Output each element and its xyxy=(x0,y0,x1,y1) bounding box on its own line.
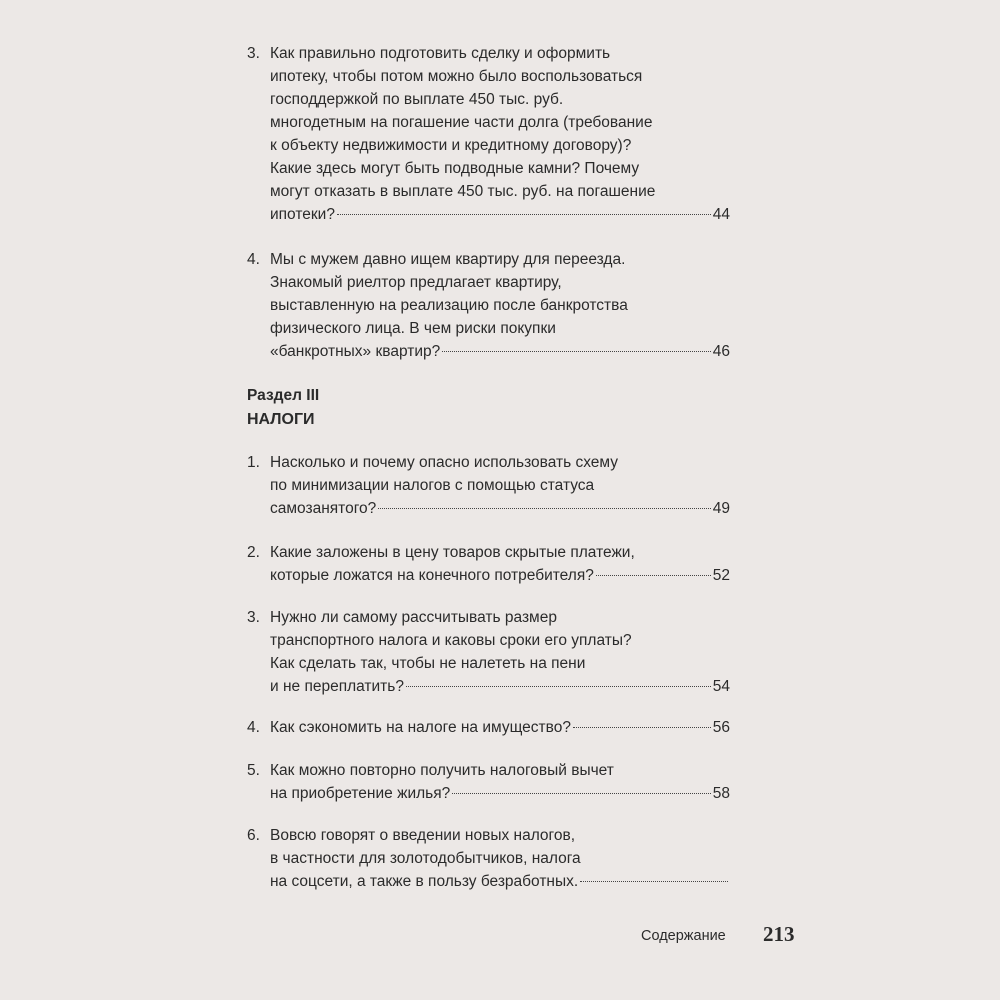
page-reference: 49 xyxy=(712,500,730,517)
entry-line: ипотеки? xyxy=(270,206,335,223)
entry-last-line xyxy=(270,782,730,805)
entry-number: 4. xyxy=(247,251,260,268)
entry-number: 5. xyxy=(247,762,260,779)
dot-leader xyxy=(573,727,711,728)
entry-last-line xyxy=(270,564,730,587)
page-reference: 56 xyxy=(712,719,730,736)
page-reference: 52 xyxy=(712,567,730,584)
entry-line: на соцсети, а также в пользу безработных. xyxy=(270,873,579,890)
entry-number: 2. xyxy=(247,544,260,561)
section-title: НАЛОГИ xyxy=(247,411,315,428)
entry-text xyxy=(270,759,730,805)
entry-line: господдержкой по выплате 450 тыс. руб. xyxy=(270,91,564,108)
entry-line: Как правильно подготовить сделку и оформить xyxy=(270,45,611,62)
entry-line: транспортного налога и каковы сроки его уплаты? xyxy=(270,632,632,649)
dot-leader xyxy=(596,575,711,576)
toc-entry xyxy=(247,42,730,226)
entry-last-line xyxy=(270,716,730,739)
entry-line: Нужно ли самому рассчитывать размер xyxy=(270,609,557,626)
dot-leader xyxy=(337,214,711,215)
entry-line: Вовсю говорят о введении новых налогов, xyxy=(270,827,576,844)
page-reference: 58 xyxy=(712,785,730,802)
entry-text xyxy=(270,42,730,226)
page-reference: 44 xyxy=(712,206,730,223)
entry-last-line xyxy=(270,870,730,893)
entry-text xyxy=(270,451,730,520)
entry-line: ипотеку, чтобы потом можно было воспользоваться xyxy=(270,68,643,85)
dot-leader xyxy=(452,793,711,794)
toc-entry xyxy=(247,824,730,893)
entry-line: в частности для золотодобытчиков, налога xyxy=(270,850,581,867)
entry-line: Как можно повторно получить налоговый вычет xyxy=(270,762,614,779)
entry-line: Как сэкономить на налоге на имущество? xyxy=(270,719,571,736)
entry-text xyxy=(270,606,730,698)
entry-line: которые ложатся на конечного потребителя? xyxy=(270,567,594,584)
entry-line: по минимизации налогов с помощью статуса xyxy=(270,477,595,494)
entry-line: Знакомый риелтор предлагает квартиру, xyxy=(270,274,562,291)
entry-number: 6. xyxy=(247,827,260,844)
entry-text xyxy=(270,541,730,587)
entry-line: Какие здесь могут быть подводные камни? Почему xyxy=(270,160,640,177)
entry-line: Как сделать так, чтобы не налететь на пени xyxy=(270,655,586,672)
entry-number: 1. xyxy=(247,454,260,471)
dot-leader xyxy=(406,686,711,687)
entry-line: выставленную на реализацию после банкротства xyxy=(270,297,628,314)
entry-text xyxy=(270,248,730,363)
dot-leader xyxy=(378,508,710,509)
entry-last-line xyxy=(270,675,730,698)
entry-last-line xyxy=(270,203,730,226)
page-reference: 54 xyxy=(712,678,730,695)
entry-line: Насколько и почему опасно использовать схему xyxy=(270,454,618,471)
entry-text xyxy=(270,716,730,739)
dot-leader xyxy=(442,351,711,352)
footer-running-title: Содержание xyxy=(641,928,726,944)
section-label: Раздел III xyxy=(247,387,320,404)
footer-page-number: 213 xyxy=(763,922,795,946)
entry-line: к объекту недвижимости и кредитному договору)? xyxy=(270,137,632,154)
entry-line: на приобретение жилья? xyxy=(270,785,451,802)
toc-entry xyxy=(247,716,730,739)
entry-line: и не переплатить? xyxy=(270,678,404,695)
entry-last-line xyxy=(270,497,730,520)
entry-number: 3. xyxy=(247,609,260,626)
entry-line: физического лица. В чем риски покупки xyxy=(270,320,556,337)
entry-number: 4. xyxy=(247,719,260,736)
entry-line: самозанятого? xyxy=(270,500,377,517)
entry-line: «банкротных» квартир? xyxy=(270,343,441,360)
entry-text xyxy=(270,824,730,893)
entry-number: 3. xyxy=(247,45,260,62)
entry-line: могут отказать в выплате 450 тыс. руб. на погашение xyxy=(270,183,656,200)
page-reference: 46 xyxy=(712,343,730,360)
toc-entry xyxy=(247,606,730,698)
entry-last-line xyxy=(270,340,730,363)
entry-line: Какие заложены в цену товаров скрытые платежи, xyxy=(270,544,635,561)
toc-entry xyxy=(247,248,730,363)
toc-entry xyxy=(247,759,730,805)
entry-line: Мы с мужем давно ищем квартиру для переезда. xyxy=(270,251,626,268)
toc-entry xyxy=(247,541,730,587)
dot-leader xyxy=(580,881,728,882)
entry-line: многодетным на погашение части долга (требование xyxy=(270,114,653,131)
toc-entry xyxy=(247,451,730,520)
